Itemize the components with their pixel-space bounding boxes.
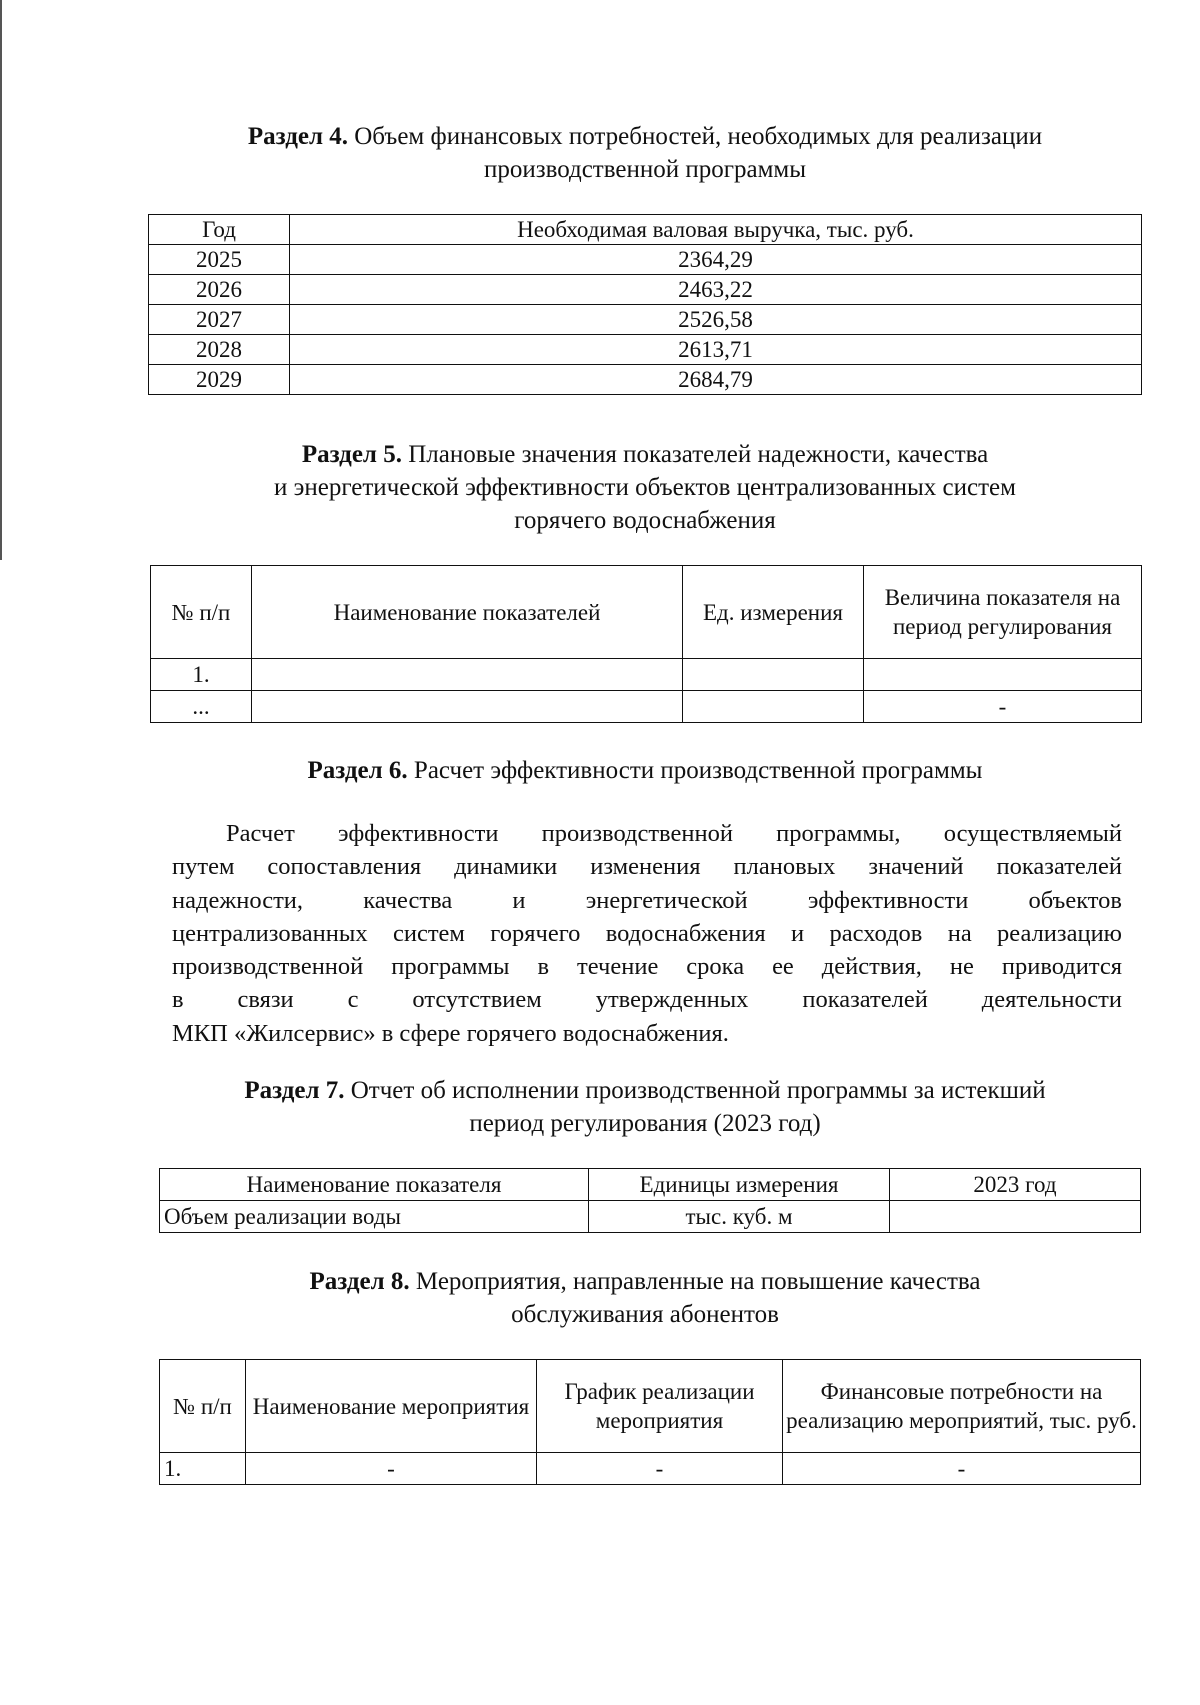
section5-table	[150, 565, 1142, 723]
section4-title-line2: производственной программы	[483, 156, 807, 183]
page-scan-edge	[0, 0, 2, 560]
section8-label: Раздел 8.	[309, 1268, 410, 1295]
table-row	[160, 1201, 1141, 1233]
header-cell: № п/п	[160, 1360, 246, 1453]
indicator-name-cell	[252, 659, 683, 691]
table-header-row	[151, 566, 1142, 659]
year-cell: 2028	[149, 335, 290, 365]
paragraph-line: производственной программы в течение срока ее действия, не приводится	[172, 953, 1122, 981]
unit-cell	[683, 691, 864, 723]
table-header-row	[160, 1360, 1141, 1453]
table-row	[151, 659, 1142, 691]
section7-label: Раздел 7.	[244, 1077, 345, 1104]
table-row	[149, 365, 1142, 395]
header-cell: Величина показателя на период регулирования	[864, 566, 1142, 659]
value-cell	[864, 659, 1142, 691]
header-cell: График реализации мероприятия	[537, 1360, 783, 1453]
section5-label: Раздел 5.	[301, 441, 402, 468]
revenue-cell: 2364,29	[290, 245, 1142, 275]
section7-table	[159, 1168, 1141, 1233]
number-cell: 1.	[151, 659, 252, 691]
section7-title-line1: Отчет об исполнении производственной программы за истекший	[350, 1077, 1046, 1104]
section7-heading	[150, 1074, 1140, 1140]
number-cell: ...	[151, 691, 252, 723]
section8-table	[159, 1359, 1141, 1485]
section5-title-line2: и энергетической эффективности объектов централизованных систем	[274, 474, 1016, 501]
paragraph-line: в связи с отсутствием утвержденных показателей деятельности	[172, 986, 1122, 1014]
year-cell: 2025	[149, 245, 290, 275]
table-row	[149, 245, 1142, 275]
indicator-name-cell	[252, 691, 683, 723]
section5-heading	[150, 438, 1140, 537]
section6-label: Раздел 6.	[307, 757, 408, 784]
table-row	[160, 1453, 1141, 1485]
header-cell: Финансовые потребности на реализацию мероприятий, тыс. руб.	[783, 1360, 1141, 1453]
header-cell: Наименование мероприятия	[246, 1360, 537, 1453]
section4-table	[148, 214, 1142, 395]
header-cell: Ед. измерения	[683, 566, 864, 659]
section4-heading	[150, 120, 1140, 186]
table-row	[149, 335, 1142, 365]
table-row	[151, 691, 1142, 723]
activity-name-cell: -	[246, 1453, 537, 1485]
header-cell: Единицы измерения	[589, 1169, 890, 1201]
revenue-cell: 2684,79	[290, 365, 1142, 395]
revenue-cell: 2613,71	[290, 335, 1142, 365]
number-cell: 1.	[160, 1453, 246, 1485]
year-cell: 2027	[149, 305, 290, 335]
section8-heading	[150, 1265, 1140, 1331]
unit-cell: тыс. куб. м	[589, 1201, 890, 1233]
unit-cell	[683, 659, 864, 691]
indicator-name-cell: Объем реализации воды	[160, 1201, 589, 1233]
table-row	[149, 305, 1142, 335]
table-header-row	[149, 215, 1142, 245]
value-cell	[890, 1201, 1141, 1233]
revenue-cell: 2463,22	[290, 275, 1142, 305]
paragraph-line: надежности, качества и энергетической эффективности объектов	[172, 886, 1122, 914]
section8-title-line2: обслуживания абонентов	[511, 1301, 779, 1328]
header-cell: Необходимая валовая выручка, тыс. руб.	[290, 215, 1142, 245]
year-cell: 2029	[149, 365, 290, 395]
paragraph-line: Расчет эффективности производственной программы, осуществляемый	[226, 820, 1122, 847]
header-cell: № п/п	[151, 566, 252, 659]
section6-paragraph	[172, 817, 1122, 1050]
revenue-cell: 2526,58	[290, 305, 1142, 335]
table-row	[149, 275, 1142, 305]
header-cell: Наименование показателей	[252, 566, 683, 659]
schedule-cell: -	[537, 1453, 783, 1485]
paragraph-line: путем сопоставления динамики изменения плановых значений показателей	[172, 853, 1122, 881]
year-cell: 2026	[149, 275, 290, 305]
paragraph-line: МКП «Жилсервис» в сфере горячего водоснабжения.	[172, 1019, 729, 1047]
section7-title-line2: период регулирования (2023 год)	[469, 1110, 821, 1137]
section5-title-line3: горячего водоснабжения	[514, 507, 776, 534]
financial-needs-cell: -	[783, 1453, 1141, 1485]
header-cell: Наименование показателя	[160, 1169, 589, 1201]
paragraph-line: централизованных систем горячего водоснабжения и расходов на реализацию	[172, 919, 1122, 947]
header-cell: Год	[149, 215, 290, 245]
value-cell: -	[864, 691, 1142, 723]
table-header-row	[160, 1169, 1141, 1201]
section6-title: Расчет эффективности производственной программы	[413, 757, 983, 784]
header-cell: 2023 год	[890, 1169, 1141, 1201]
section4-label: Раздел 4.	[247, 123, 348, 150]
section4-title-line1: Объем финансовых потребностей, необходимых для реализации	[354, 123, 1043, 150]
section6-heading	[150, 754, 1140, 787]
section5-title-line1: Плановые значения показателей надежности, качества	[408, 441, 989, 468]
section8-title-line1: Мероприятия, направленные на повышение качества	[415, 1268, 981, 1295]
